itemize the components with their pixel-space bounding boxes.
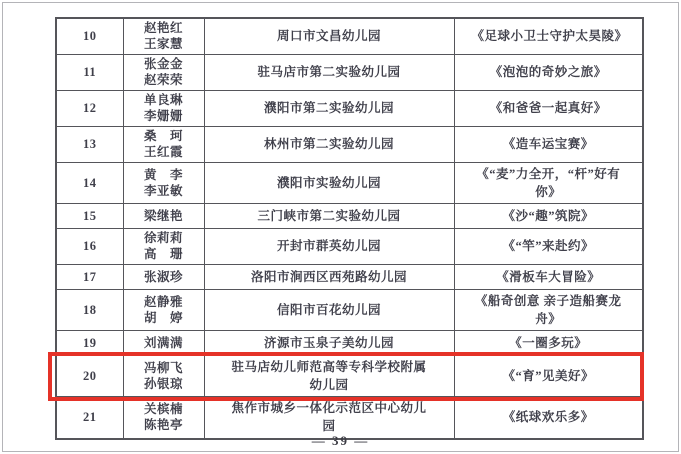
teacher-names-cell: [123, 228, 204, 264]
work-title-cell: 《“麦”力全开，“杆”好有你》: [454, 162, 643, 203]
school-cell: 周口市文昌幼儿园: [204, 18, 454, 54]
work-title-cell: 《足球小卫士守护太昊陵》: [454, 18, 643, 54]
school-cell: 开封市群英幼儿园: [204, 228, 454, 264]
school-cell: 林州市第二实验幼儿园: [204, 126, 454, 162]
table-row: [56, 331, 643, 356]
teacher-name-line: 赵静雅: [143, 294, 183, 309]
teacher-name-line: 陈艳亭: [143, 418, 183, 433]
table-row: [56, 126, 643, 162]
teacher-name-line: 张淑珍: [143, 269, 183, 284]
row-number-cell: 18: [56, 289, 123, 330]
school-cell: 濮阳市实验幼儿园: [204, 162, 454, 203]
work-title-cell: 《和爸爸一起真好》: [454, 90, 643, 126]
teacher-name-line: 单良琳: [143, 93, 183, 107]
table-row: [56, 90, 643, 126]
teacher-name-line: 赵荣荣: [143, 73, 183, 87]
table-row: [56, 203, 643, 228]
school-cell: 信阳市百花幼儿园: [204, 289, 454, 330]
table-row: [56, 54, 643, 90]
teacher-names-cell: [123, 264, 204, 289]
row-number-cell: 19: [56, 331, 123, 356]
teacher-names-cell: [123, 90, 204, 126]
row-number-cell: 20: [56, 356, 123, 397]
row-number-cell: 11: [56, 54, 123, 90]
teacher-names-cell: [123, 18, 204, 54]
school-cell: 洛阳市涧西区西苑路幼儿园: [204, 264, 454, 289]
school-cell: 济源市玉泉子美幼儿园: [204, 331, 454, 356]
teacher-names-cell: [123, 331, 204, 356]
school-cell: 三门峡市第二实验幼儿园: [204, 203, 454, 228]
work-title-cell: 《纸球欢乐多》: [454, 397, 643, 439]
teacher-name-line: 孙银琼: [143, 377, 183, 392]
work-title-cell: 《造车运宝赛》: [454, 126, 643, 162]
teacher-name-line: 高 珊: [143, 247, 183, 262]
teacher-name-line: 刘满满: [143, 336, 183, 350]
work-title-cell: 《滑板车大冒险》: [454, 264, 643, 289]
teacher-names-cell: [123, 126, 204, 162]
teacher-name-line: 冯柳飞: [143, 361, 183, 376]
work-title-cell: 《“育”见美好》: [454, 356, 643, 397]
school-cell: 驻马店幼儿师范高等专科学校附属幼儿园: [204, 356, 454, 397]
teacher-name-line: 胡 婷: [143, 310, 183, 325]
teacher-name-line: 徐莉莉: [143, 231, 183, 246]
table-row: [56, 356, 643, 397]
teacher-name-line: 李姗姗: [143, 109, 183, 123]
work-title-cell: 《“竿”来赴约》: [454, 228, 643, 264]
row-number-cell: 10: [56, 18, 123, 54]
row-number-cell: 17: [56, 264, 123, 289]
row-number-cell: 16: [56, 228, 123, 264]
teacher-names-cell: [123, 162, 204, 203]
row-number-cell: 12: [56, 90, 123, 126]
teacher-name-line: 王红霞: [143, 145, 183, 159]
teacher-name-line: 梁继艳: [143, 208, 183, 223]
row-number-cell: 15: [56, 203, 123, 228]
award-list-table: [55, 17, 644, 440]
table-row: [56, 162, 643, 203]
teacher-name-line: 赵艳红: [143, 21, 183, 36]
teacher-name-line: 李亚敏: [143, 183, 183, 198]
work-title-cell: 《沙“趣”筑院》: [454, 203, 643, 228]
work-title-cell: 《泡泡的奇妙之旅》: [454, 54, 643, 90]
teacher-name-line: 张金金: [143, 57, 183, 71]
page-number: — 39 —: [311, 433, 370, 448]
teacher-names-cell: [123, 54, 204, 90]
teacher-name-line: 关槟楠: [143, 402, 183, 417]
school-cell: 濮阳市第二实验幼儿园: [204, 90, 454, 126]
row-number-cell: 14: [56, 162, 123, 203]
teacher-names-cell: [123, 356, 204, 397]
teacher-name-line: 桑 珂: [143, 129, 183, 143]
table-row: [56, 228, 643, 264]
school-cell: 驻马店市第二实验幼儿园: [204, 54, 454, 90]
row-number-cell: 21: [56, 397, 123, 439]
row-number-cell: 13: [56, 126, 123, 162]
table-row: [56, 289, 643, 330]
teacher-name-line: 王家慧: [143, 37, 183, 52]
work-title-cell: 《船奇创意 亲子造船赛龙舟》: [454, 289, 643, 330]
school-cell: 焦作市城乡一体化示范区中心幼儿园: [204, 397, 454, 439]
teacher-names-cell: [123, 289, 204, 330]
table-row: [56, 264, 643, 289]
teacher-names-cell: [123, 203, 204, 228]
teacher-name-line: 黄 李: [143, 167, 183, 182]
table-body: [56, 18, 643, 439]
work-title-cell: 《一圈多玩》: [454, 331, 643, 356]
table-row: [56, 18, 643, 54]
